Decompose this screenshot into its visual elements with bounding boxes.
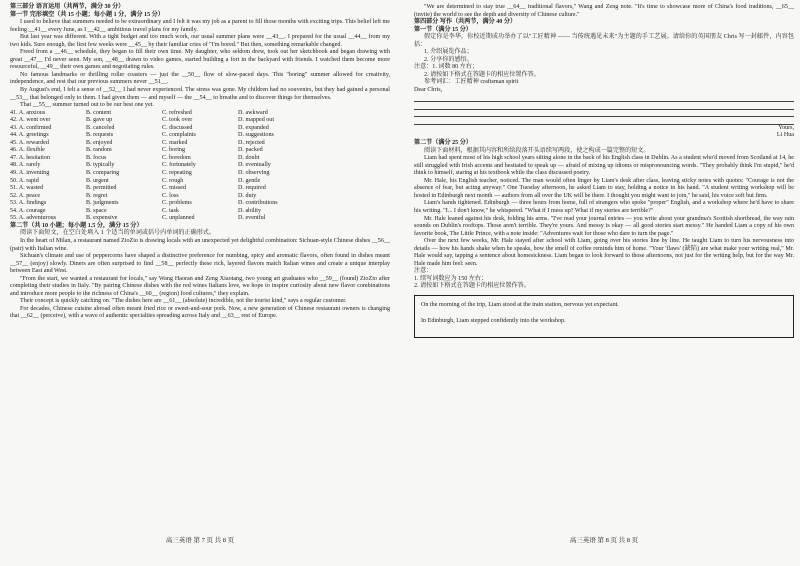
writing1-note: 2. 请按如下格式在答题卡的相应位置作答。 xyxy=(424,71,540,78)
option: C. unplanned xyxy=(162,215,195,222)
grammar-paragraph: "From the start, we wanted a restaurant for locals," say Wang Haoran and Zeng Xiaotang, two young art graduates who __59__ (found) ZioZio after completing their studies in Italy. "By pairing Chinese dishes with the red wines Italians love, we hope to inspire curiosity about new flavor combinations and introduce more people to the richness of China's __60__ (region) food cultures," they explain. xyxy=(10,275,390,297)
option: 47. A. hesitation xyxy=(10,154,50,161)
right-column xyxy=(414,4,794,338)
writing1-vocab: 参考词汇：工匠精神 craftsman spirit xyxy=(424,79,519,86)
continuation-start-1: On the morning of the trip, Liam stood at the train station, nervous yet expectant. xyxy=(421,301,619,308)
option: D. observing xyxy=(238,170,270,177)
writing2-notes-label: 注意： xyxy=(414,268,433,275)
option: 54. A. courage xyxy=(10,207,46,214)
option: C. fortunately xyxy=(162,162,196,169)
writing2-note: 2. 请按如下格式在答题卡的相应位置作答。 xyxy=(414,283,530,290)
writing1-title: 第一节（满分 15 分） xyxy=(414,26,472,33)
option: B. canceled xyxy=(86,124,115,131)
grammar-section-title: 第二节（共 10 小题；每小题 1.5 分，满分 15 分） xyxy=(10,222,143,229)
option: B. gave up xyxy=(86,117,113,124)
option: B. content xyxy=(86,109,112,116)
option: B. requests xyxy=(86,132,114,139)
page-footer-right: 高三英语 第 8 页 共 8 页 xyxy=(569,537,639,544)
cloze-paragraph: I used to believe that summers needed to be extraordinary and I felt it was my job as a parent to fill those months with exciting trips. This belief left me feeling __41__ every June, as I __42__ ambitious travel plans for my family. xyxy=(10,19,390,33)
option: 53. A. findings xyxy=(10,200,47,207)
option: C. loss xyxy=(162,192,179,199)
option: D. rejected xyxy=(238,139,265,146)
letter-greeting: Dear Chris, xyxy=(414,87,443,94)
story-paragraph: Liam's hands tightened. Edinburgh — three hours from home, full of strangers who spoke "proper" English, and a workshop where he'd have to share his writing. "I... I don't know," he whispered. "What if I mess up? What if my stories are terrible?" xyxy=(414,200,794,214)
grammar-paragraph: Sichuan's climate and use of peppercorns have shaped a distinctive preference for numbing, spicy and aromatic flavors, often found in dishes meant __57__ (enjoy) slowly. Diners are often surprised to find __58__ perfectly these rich, layered flavors match Italian wines and create a unique interplay between East and West. xyxy=(10,253,390,275)
writing1-task: 假定你是李华，你校近期成功举办了以"工匠精神 —— 当传统遇见未来"为主题的手工艺展。请给你的英国朋友 Chris 写一封邮件，内容包括： xyxy=(414,34,794,48)
option: 44. A. greetings xyxy=(10,132,49,139)
option: C. missed xyxy=(162,185,187,192)
option: C. took over xyxy=(162,117,193,124)
story-paragraph: Mr. Hale leaned against his desk, folding his arms. "I've read your journal entries — you write about your grandma's Scottish shortbread, the way rain sounds on Dublin's rooftops. Those aren't terrible. They're yours. And messy is okay — all good stories start messy." He handed Liam a copy of his own favorite book, The Little Prince, with a note inside: "Adventures wait for those who dare to turn the page." xyxy=(414,215,794,237)
writing1-point: 2. 分享你的感悟。 xyxy=(424,56,473,63)
option: 43. A. confirmed xyxy=(10,124,52,131)
option: 45. A. rewarded xyxy=(10,139,49,146)
option: D. contributions xyxy=(238,200,278,207)
writing2-note: 1. 续写词数应为 150 左右； xyxy=(414,275,488,282)
option: C. rough xyxy=(162,177,184,184)
option: C. marked xyxy=(162,139,188,146)
option: D. duty xyxy=(238,192,257,199)
story-paragraph: Mr. Hale, his English teacher, noticed. The man would often linger by Liam's desk after class, leaving sticky notes with quotes: "Courage is not the absence of fear, but acting anyway." One Tuesday afternoon, he asked Liam to stay, holding a notice in his hand. "A student writing workshop will be hosted in Edinburgh next month — authors from all over the UK will be there. I thought you might want to join," he said, his voice soft but firm. xyxy=(414,177,794,199)
answer-line xyxy=(414,110,794,118)
option: B. judgments xyxy=(86,200,119,207)
option: D. awkward xyxy=(238,109,268,116)
option: D. eventually xyxy=(238,162,271,169)
option: 55. A. adventurous xyxy=(10,215,57,222)
grammar-instruction: 阅读下面短文，在空白处填入 1 个适当的单词或括号内单词的正确形式。 xyxy=(20,230,215,237)
cloze-paragraph: By August's end, I felt a sense of __52__ I had never experienced. The stress was gone. My children had no souvenirs, but they had gained a personal __53__ that belonged only to them. I had given them — and myself — the __54__ to breathe and to discover things for themselves. xyxy=(10,87,390,101)
writing1-note: 注意：1. 词数 80 左右； xyxy=(414,64,478,71)
option: 46. A. flexible xyxy=(10,147,45,154)
option: 41. A. anxious xyxy=(10,109,46,116)
letter-signature: Li Hua xyxy=(776,132,794,139)
option: B. expensive xyxy=(86,215,118,222)
grammar-paragraph: "We are determined to stay true __64__ traditional flavors," Wang and Zeng note. "It's time to showcase more of China's food traditions, __65__ (invite) the world to see the depth and diversity of Chinese culture." xyxy=(414,4,794,18)
cloze-paragraph: No famous landmarks or thrilling roller coasters — just the __50__ flow of slow-paced days. This "boring" summer allowed for creativity, independence, and rest that our previous summers never __51__. xyxy=(10,71,390,86)
option: D. required xyxy=(238,185,266,192)
option: 49. A. inventing xyxy=(10,170,50,177)
option: C. problems xyxy=(162,200,192,207)
story-paragraph: Liam had spent most of his high school years sitting alone in the back of his English class in Dublin. As a student who'd moved from Scotland at 14, he still struggled with Irish accents and hesitated to speak up — afraid of mixing up idioms or mispronouncing words. "They probably think I'm stupid," he'd think to himself, staring at his textbook while the class discussed poetry. xyxy=(414,155,794,177)
option: 50. A. rapid xyxy=(10,177,39,184)
cloze-options-table xyxy=(10,110,390,223)
option: 42. A. went over xyxy=(10,117,51,124)
option: B. regret xyxy=(86,192,108,199)
writing1-point: 1. 介绍展览作品； xyxy=(424,49,473,56)
option: B. permitted xyxy=(86,185,117,192)
left-column xyxy=(10,4,390,321)
answer-line xyxy=(414,102,794,110)
option: C. complaints xyxy=(162,132,196,139)
option: B. enjoyed xyxy=(86,139,113,146)
grammar-paragraph: For decades, Chinese cuisine abroad often meant fried rice or sweet-and-sour pork. Now, a new generation of Chinese restaurant owners is changing that __62__ (perceive), with a wave of authentic specialties spreading across Italy and __63__ rest of Europe. xyxy=(10,305,390,320)
cloze-paragraph: That __55__ summer turned out to be our best one yet. xyxy=(20,102,154,109)
option: C. discussed xyxy=(162,124,193,131)
page-footer-left: 高三英语 第 7 页 共 8 页 xyxy=(165,537,235,544)
option: 51. A. wasted xyxy=(10,185,44,192)
option: D. mapped out xyxy=(238,117,275,124)
option: 52. A. peace xyxy=(10,192,41,199)
option: D. packed xyxy=(238,147,263,154)
option: C. boredom xyxy=(162,154,191,161)
option: B. focus xyxy=(86,154,107,161)
option: D. ability xyxy=(238,207,262,214)
writing2-title: 第二节（满分 25 分） xyxy=(414,140,472,147)
option: D. eventful xyxy=(238,215,266,222)
story-paragraph: Over the next few weeks, Mr. Hale stayed after school with Liam, going over his stories line by line. He taught Liam to turn his nervousness into details — how his hands shake when he speaks, how the smell of coffee reminds him of home. "Your 'flaws' (缺陷) are what make your writing real," Mr. Hale would say, tapping a sentence about homesickness. Liam began to look forward to those afternoons, not just for the writing help, but for the way Mr. Hale made him feel: seen. xyxy=(414,238,794,267)
letter-closing: Yours, xyxy=(778,124,794,131)
grammar-paragraph: Their concept is quickly catching on. "The dishes here are __61__ (absolute) incredible, not the tourist kind," says a regular customer. xyxy=(20,298,347,305)
option: B. random xyxy=(86,147,112,154)
grammar-paragraph: In the heart of Milan, a restaurant named ZioZio is drawing locals with an unexpected yet delightful combination: Sichuan-style Chinese dishes __56__ (pair) with Italian wine. xyxy=(10,237,390,252)
option: B. typically xyxy=(86,162,115,169)
option: 48. A. rarely xyxy=(10,162,41,169)
option: D. gentle xyxy=(238,177,261,184)
option: D. expanded xyxy=(238,124,269,131)
cloze-paragraph: Freed from a __46__ schedule, they began to fill their own time. My daughter, who seldom drew, took out her sketchbook and began drawing with great __47__ I'd never seen. My son, __48__ drawn to video games, started building a fort in the backyard with friends. I watched them become more resourceful, __49__ their own games and negotiating rules. xyxy=(10,49,390,71)
cloze-paragraph: But last year was different. With a tight budget and too much work, our usual summer plans were __43__. I prepared for the usual __44__ from my two kids. Sure enough, the first few weeks were __45__ by their familiar cries of "I'm bored." But then, something remarkable changed. xyxy=(10,34,390,48)
option: B. urgent xyxy=(86,177,109,184)
option: D. suggestions xyxy=(238,132,274,139)
option: D. doubt xyxy=(238,154,260,161)
option: C. boring xyxy=(162,147,186,154)
option: C. task xyxy=(162,207,179,214)
answer-line xyxy=(414,117,794,125)
cloze-section-title: 第一节 完形填空（共 15 小题；每小题 1 分，满分 15 分） xyxy=(10,11,164,18)
continuation-start-2: In Edinburgh, Liam stepped confidently into the workshop. xyxy=(421,317,566,324)
option: B. space xyxy=(86,207,107,214)
writing2-instruction: 阅读下面材料，根据其内容和所给段落开头语续写两段，使之构成一篇完整的短文。 xyxy=(424,147,650,154)
option: C. refreshed xyxy=(162,109,192,116)
continuation-box xyxy=(414,295,794,338)
answer-line xyxy=(414,95,794,103)
part4-title: 第四部分 写作（共两节，满分 40 分） xyxy=(414,19,517,26)
option: B. comparing xyxy=(86,170,120,177)
option: C. repeating xyxy=(162,170,192,177)
part3-title: 第三部分 语言运用（共两节，满分 30 分） xyxy=(10,4,125,10)
